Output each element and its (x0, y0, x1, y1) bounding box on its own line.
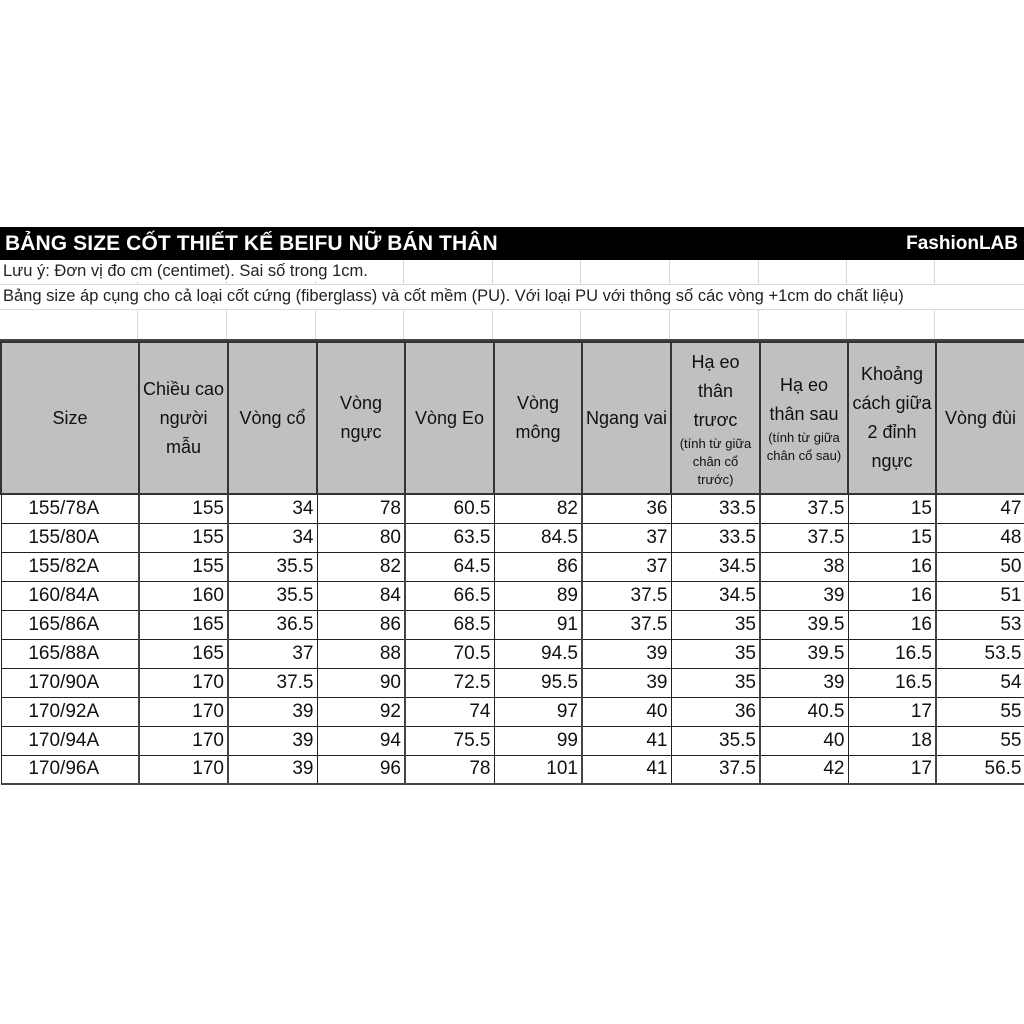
measurement-cell: 51 (936, 581, 1024, 610)
note-row-unit (0, 260, 1024, 285)
table-row (1, 726, 1024, 755)
table-body (1, 494, 1024, 784)
measurement-cell: 75.5 (405, 726, 494, 755)
measurement-cell: 39 (228, 697, 317, 726)
measurement-cell: 36.5 (228, 610, 317, 639)
measurement-cell: 37 (582, 552, 671, 581)
table-row (1, 639, 1024, 668)
measurement-cell: 94 (317, 726, 405, 755)
measurement-cell: 37.5 (760, 494, 848, 523)
measurement-cell: 165 (139, 610, 228, 639)
note-row-material (0, 285, 1024, 310)
measurement-cell: 41 (582, 755, 671, 784)
table-row (1, 668, 1024, 697)
measurement-cell: 35.5 (228, 581, 317, 610)
measurement-cell: 90 (317, 668, 405, 697)
measurement-cell: 54 (936, 668, 1024, 697)
measurement-cell: 78 (317, 494, 405, 523)
empty-row (0, 310, 1024, 341)
chart-title: BẢNG SIZE CỐT THIẾT KẾ BEIFU NỮ BÁN THÂN (5, 231, 498, 255)
measurement-cell: 56.5 (936, 755, 1024, 784)
measurement-cell: 160 (139, 581, 228, 610)
measurement-cell: 91 (494, 610, 582, 639)
col-header-thigh: Vòng đùi (936, 342, 1024, 494)
measurement-cell: 53 (936, 610, 1024, 639)
header-row (1, 342, 1024, 494)
measurement-cell: 74 (405, 697, 494, 726)
measurement-cell: 37.5 (582, 610, 671, 639)
size-cell: 170/96A (1, 755, 139, 784)
measurement-cell: 34 (228, 494, 317, 523)
measurement-cell: 86 (494, 552, 582, 581)
measurement-cell: 96 (317, 755, 405, 784)
measurement-cell: 39 (228, 755, 317, 784)
size-cell: 170/92A (1, 697, 139, 726)
measurement-cell: 35 (671, 639, 760, 668)
measurement-cell: 16.5 (848, 639, 936, 668)
measurement-cell: 155 (139, 494, 228, 523)
col-header-back-waist-length: Hạ eo thân sau (tính từ giữa chân cổ sau) (760, 342, 848, 494)
measurement-cell: 39 (582, 639, 671, 668)
measurement-cell: 17 (848, 755, 936, 784)
size-table (0, 341, 1024, 785)
measurement-cell: 82 (494, 494, 582, 523)
table-row (1, 581, 1024, 610)
measurement-cell: 55 (936, 697, 1024, 726)
measurement-cell: 37.5 (582, 581, 671, 610)
size-cell: 155/78A (1, 494, 139, 523)
title-bar (0, 227, 1024, 260)
measurement-cell: 165 (139, 639, 228, 668)
measurement-cell: 17 (848, 697, 936, 726)
measurement-cell: 15 (848, 494, 936, 523)
size-cell: 165/88A (1, 639, 139, 668)
table-row (1, 552, 1024, 581)
table-row (1, 523, 1024, 552)
measurement-cell: 33.5 (671, 523, 760, 552)
measurement-cell: 40.5 (760, 697, 848, 726)
col-header-height: Chiều cao người mẫu (139, 342, 228, 494)
measurement-cell: 170 (139, 755, 228, 784)
measurement-cell: 37.5 (760, 523, 848, 552)
measurement-cell: 170 (139, 697, 228, 726)
measurement-cell: 94.5 (494, 639, 582, 668)
table-row (1, 610, 1024, 639)
measurement-cell: 37.5 (228, 668, 317, 697)
measurement-cell: 37.5 (671, 755, 760, 784)
measurement-cell: 63.5 (405, 523, 494, 552)
measurement-cell: 41 (582, 726, 671, 755)
size-cell: 155/80A (1, 523, 139, 552)
col-header-bust-point-distance: Khoảng cách giữa 2 đỉnh ngực (848, 342, 936, 494)
measurement-cell: 39 (760, 581, 848, 610)
size-cell: 170/90A (1, 668, 139, 697)
measurement-cell: 92 (317, 697, 405, 726)
measurement-cell: 40 (582, 697, 671, 726)
measurement-cell: 34.5 (671, 552, 760, 581)
measurement-cell: 34 (228, 523, 317, 552)
measurement-cell: 39.5 (760, 610, 848, 639)
measurement-cell: 78 (405, 755, 494, 784)
note-material: Bảng size áp cụng cho cả loại cốt cứng (fiberglass) và cốt mềm (PU). Với loại PU với thông số các vòng +1cm do chất liệu) (3, 287, 904, 305)
measurement-cell: 84.5 (494, 523, 582, 552)
table-row (1, 494, 1024, 523)
measurement-cell: 39 (228, 726, 317, 755)
measurement-cell: 16 (848, 610, 936, 639)
size-cell: 160/84A (1, 581, 139, 610)
measurement-cell: 47 (936, 494, 1024, 523)
measurement-cell: 48 (936, 523, 1024, 552)
measurement-cell: 35 (671, 668, 760, 697)
measurement-cell: 89 (494, 581, 582, 610)
measurement-cell: 97 (494, 697, 582, 726)
table-row (1, 697, 1024, 726)
brand-label: FashionLAB (906, 232, 1018, 254)
measurement-cell: 70.5 (405, 639, 494, 668)
measurement-cell: 40 (760, 726, 848, 755)
measurement-cell: 42 (760, 755, 848, 784)
measurement-cell: 35 (671, 610, 760, 639)
measurement-cell: 64.5 (405, 552, 494, 581)
grid-lines (0, 310, 1024, 339)
measurement-cell: 34.5 (671, 581, 760, 610)
measurement-cell: 84 (317, 581, 405, 610)
size-cell: 170/94A (1, 726, 139, 755)
size-cell: 155/82A (1, 552, 139, 581)
measurement-cell: 39.5 (760, 639, 848, 668)
measurement-cell: 170 (139, 726, 228, 755)
measurement-cell: 155 (139, 523, 228, 552)
col-header-bust: Vòng ngực (317, 342, 405, 494)
measurement-cell: 38 (760, 552, 848, 581)
col-header-shoulder: Ngang vai (582, 342, 671, 494)
measurement-cell: 39 (582, 668, 671, 697)
measurement-cell: 88 (317, 639, 405, 668)
measurement-cell: 16 (848, 581, 936, 610)
measurement-cell: 155 (139, 552, 228, 581)
note-unit: Lưu ý: Đơn vị đo cm (centimet). Sai số trong 1cm. (3, 262, 372, 281)
table-row (1, 755, 1024, 784)
measurement-cell: 82 (317, 552, 405, 581)
measurement-cell: 16.5 (848, 668, 936, 697)
measurement-cell: 36 (582, 494, 671, 523)
measurement-cell: 72.5 (405, 668, 494, 697)
measurement-cell: 15 (848, 523, 936, 552)
measurement-cell: 33.5 (671, 494, 760, 523)
size-cell: 165/86A (1, 610, 139, 639)
measurement-cell: 16 (848, 552, 936, 581)
measurement-cell: 170 (139, 668, 228, 697)
measurement-cell: 35.5 (228, 552, 317, 581)
measurement-cell: 39 (760, 668, 848, 697)
col-header-neck: Vòng cổ (228, 342, 317, 494)
measurement-cell: 80 (317, 523, 405, 552)
measurement-cell: 86 (317, 610, 405, 639)
size-chart-sheet (0, 227, 1024, 785)
col-header-size: Size (1, 342, 139, 494)
measurement-cell: 35.5 (671, 726, 760, 755)
col-header-waist: Vòng Eo (405, 342, 494, 494)
measurement-cell: 68.5 (405, 610, 494, 639)
measurement-cell: 36 (671, 697, 760, 726)
measurement-cell: 18 (848, 726, 936, 755)
measurement-cell: 37 (228, 639, 317, 668)
measurement-cell: 55 (936, 726, 1024, 755)
col-header-hip: Vòng mông (494, 342, 582, 494)
measurement-cell: 50 (936, 552, 1024, 581)
measurement-cell: 53.5 (936, 639, 1024, 668)
measurement-cell: 66.5 (405, 581, 494, 610)
measurement-cell: 101 (494, 755, 582, 784)
col-header-front-waist-length: Hạ eo thân trươc (tính từ giữa chân cổ trước) (671, 342, 760, 494)
measurement-cell: 95.5 (494, 668, 582, 697)
measurement-cell: 37 (582, 523, 671, 552)
measurement-cell: 99 (494, 726, 582, 755)
measurement-cell: 60.5 (405, 494, 494, 523)
